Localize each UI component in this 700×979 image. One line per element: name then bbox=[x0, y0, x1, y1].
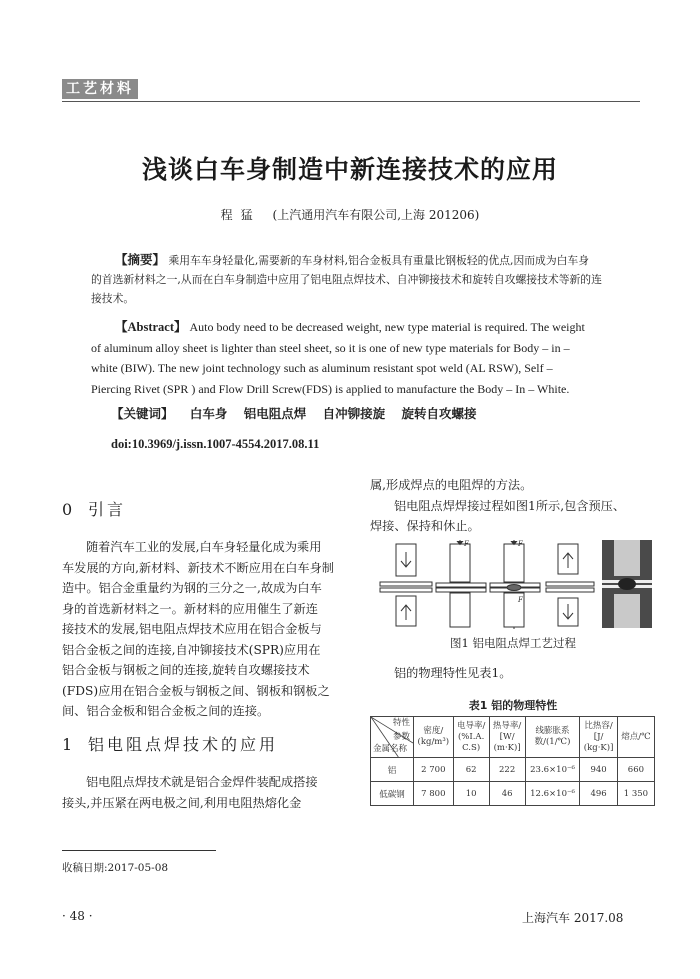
table-header-expansion: 线膨胀系 数/(1/℃) bbox=[525, 717, 580, 758]
table-header-row bbox=[371, 717, 655, 758]
author-affiliation: (上汽通用汽车有限公司,上海 201206) bbox=[272, 208, 480, 222]
table-header-specific-heat: 比热容/ [J/ (kg·K)] bbox=[580, 717, 617, 758]
spot-weld-process-figure bbox=[370, 540, 654, 630]
body-line: 铝合金板与钢板之间的连接,旋转自攻螺接技术 bbox=[62, 663, 310, 677]
table-cell: 1 350 bbox=[617, 782, 654, 806]
physical-properties-table bbox=[370, 716, 655, 806]
keywords-label: 【关键词】 bbox=[111, 406, 174, 421]
body-line: 接技术的发展,铝电阻点焊技术应用在铝合金板与 bbox=[62, 622, 322, 636]
keyword-item: 自冲铆接旋 bbox=[322, 406, 386, 421]
header-rule bbox=[62, 101, 640, 102]
figure-force-label: F bbox=[518, 596, 523, 604]
table-header-melting-point: 熔点/℃ bbox=[617, 717, 654, 758]
table-cell-metal: 低碳钢 bbox=[371, 782, 414, 806]
keyword-item: 铝电阻点焊 bbox=[243, 406, 307, 421]
table-cell: 660 bbox=[617, 758, 654, 782]
figure-force-label: F bbox=[518, 540, 523, 548]
abstract-en-line: Auto body need to be decreased weight, new type material is required. The weight bbox=[189, 320, 585, 334]
abstract-en-label: 【Abstract】 bbox=[115, 320, 187, 334]
body-line: 接头,并压紧在两电极之间,利用电阻热熔化金 bbox=[62, 795, 302, 810]
section-tag: 工艺材料 bbox=[62, 79, 138, 99]
figure-stage-prepress bbox=[380, 544, 432, 626]
table-cell-metal: 铝 bbox=[371, 758, 414, 782]
body-line: 属,形成焊点的电阻焊的方法。 bbox=[370, 478, 533, 492]
body-line: 铝合金板之间的连接,自冲铆接技术(SPR)应用在 bbox=[62, 642, 321, 657]
corner-label-parameter: 参数 bbox=[392, 732, 410, 742]
table-row bbox=[371, 782, 655, 806]
figure-force-label: F bbox=[464, 540, 469, 548]
abstract-zh bbox=[91, 250, 613, 308]
table-header-density: 密度/ (kg/m³) bbox=[414, 717, 454, 758]
table-cell: 46 bbox=[489, 782, 525, 806]
table-cell: 12.6×10⁻⁶ bbox=[525, 782, 580, 806]
table-header-conductivity: 电导率/ (%I.A. C.S) bbox=[453, 717, 489, 758]
abstract-en-line: of aluminum alloy sheet is lighter than steel sheet, so it is one of new type materials for Body – in – bbox=[91, 340, 570, 355]
byline bbox=[0, 206, 700, 223]
table-cell: 62 bbox=[453, 758, 489, 782]
body-line: 车发展的方向,新材料、新技术不断应用在白车身制 bbox=[62, 560, 334, 575]
table-cell: 2 700 bbox=[414, 758, 454, 782]
doi: doi:10.3969/j.issn.1007-4554.2017.08.11 bbox=[111, 437, 320, 451]
body-line: 铝电阻点焊技术就是铝合金焊件装配成搭接 bbox=[86, 775, 318, 789]
figure-caption: 图1 铝电阻点焊工艺过程 bbox=[450, 636, 576, 650]
abstract-en-line: white (BIW). The new joint technology such as aluminum resistant spot weld (AL RSW), Self – bbox=[91, 361, 553, 376]
right-col-text bbox=[370, 475, 656, 537]
keywords bbox=[111, 404, 477, 422]
figure-weld-photo bbox=[602, 540, 652, 628]
abstract-zh-line: 的首选新材料之一,从而在白车身制造中应用了铝电阻点焊技术、自冲铆接技术和旋转自攻螺接技术等新的连 bbox=[91, 273, 602, 286]
table-cell: 222 bbox=[489, 758, 525, 782]
figure-stage-weld bbox=[436, 542, 486, 627]
author-name: 程猛 bbox=[220, 208, 261, 222]
abstract-zh-label: 【摘要】 bbox=[115, 252, 166, 267]
section-1-heading bbox=[62, 732, 278, 755]
table-title: 表1 铝的物理特性 bbox=[468, 699, 558, 712]
body-line: 身的首选新材料之一。新材料的应用催生了新连 bbox=[62, 601, 318, 616]
section-1-body bbox=[62, 772, 338, 813]
table-cell: 496 bbox=[580, 782, 617, 806]
abstract-en-line: Piercing Rivet (SPR ) and Flow Drill Screw(FDS) is applied to manufacture the Body – In – White. bbox=[91, 381, 570, 396]
figure-stage-rest bbox=[546, 544, 594, 626]
section-title: 引言 bbox=[88, 500, 127, 519]
section-0-heading bbox=[62, 497, 126, 520]
corner-label-property: 特性 bbox=[392, 718, 410, 728]
body-line: 焊接、保持和休止。 bbox=[370, 519, 480, 533]
body-line: (FDS)应用在铝合金板与钢板之间、钢板和钢板之 bbox=[62, 683, 330, 698]
page-number: · 48 · bbox=[62, 909, 93, 923]
abstract-zh-line: 乘用车车身轻量化,需要新的车身材料,铝合金板具有重量比钢板轻的优点,因而成为白车身 bbox=[168, 254, 590, 267]
table-cell: 7 800 bbox=[414, 782, 454, 806]
article-title: 浅谈白车身制造中新连接技术的应用 bbox=[141, 155, 558, 184]
table-header-thermal-conductivity: 热导率/ [W/ (m·K)] bbox=[489, 717, 525, 758]
section-number: 0 bbox=[62, 500, 73, 519]
table-cell: 23.6×10⁻⁶ bbox=[525, 758, 580, 782]
footnote-rule bbox=[62, 850, 216, 851]
body-line: 造中。铝合金重量约为钢的三分之一,故成为白车 bbox=[62, 581, 322, 595]
keyword-item: 旋转自攻螺接 bbox=[401, 406, 477, 421]
table-cell: 940 bbox=[580, 758, 617, 782]
section-0-body bbox=[62, 537, 338, 722]
keyword-item: 白车身 bbox=[189, 406, 228, 421]
abstract-zh-line: 接技术。 bbox=[91, 292, 135, 305]
body-line: 随着汽车工业的发展,白车身轻量化成为乘用 bbox=[86, 540, 322, 554]
abstract-en bbox=[91, 317, 613, 399]
section-number: 1 bbox=[62, 735, 73, 754]
journal-issue: 上海汽车 2017.08 bbox=[522, 911, 624, 925]
corner-label-metal: 金属名称 bbox=[373, 744, 408, 754]
body-line: 间、铝合金板和铝合金板之间的连接。 bbox=[62, 704, 270, 718]
table-row bbox=[371, 758, 655, 782]
section-title: 铝电阻点焊技术的应用 bbox=[88, 735, 279, 754]
figure-stage-hold bbox=[490, 544, 540, 627]
table-intro: 铝的物理特性见表1。 bbox=[394, 666, 512, 680]
table-corner-cell bbox=[371, 717, 414, 758]
received-date: 收稿日期:2017-05-08 bbox=[62, 862, 169, 874]
body-line: 铝电阻点焊焊接过程如图1所示,包含预压、 bbox=[394, 498, 626, 513]
table-cell: 10 bbox=[453, 782, 489, 806]
